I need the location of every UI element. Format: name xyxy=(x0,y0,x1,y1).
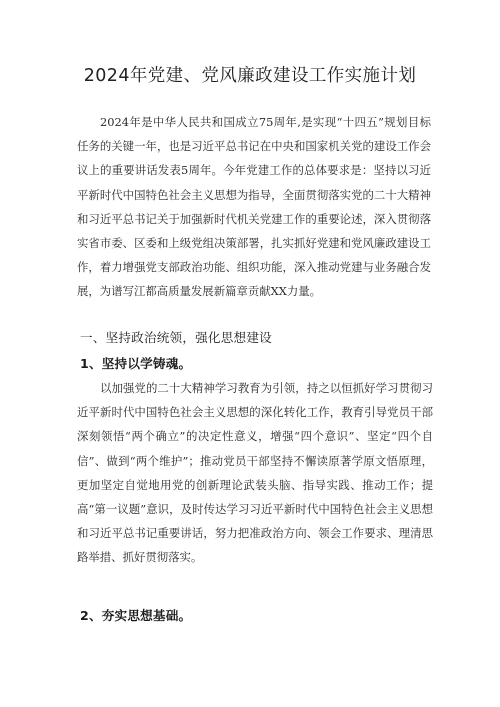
section-heading-1: 一、坚持政治统领，强化思想建设 xyxy=(80,330,272,345)
intro-paragraph: 2024年是中华人民共和国成立75周年,是实现“十四五”规划目标任务的关键一年，也是习近平总书记在中央和国家机关党的建设工作会议上的重要讲话发表5周年。今年党建工作的总体要求是：坚持以习近平新时代中国特色社会主义思想为指导，全面贯彻落实党的二十大精神和习近平总书记关于加强新时代机关党建工作的重要论述，深入贯彻落实省市委、区委和上级党组决策部署，扎实抓好党建和党风廉政建设工作，着力增强党支部政治功能、组织功能，深入推动党建与业务融合发展，为谱写江都高质量发展新篇章贡献XX力量。 xyxy=(77,115,431,299)
subsection-heading-1: 1、坚持以学铸魂。 xyxy=(80,356,192,371)
subsection-heading-2: 2、夯实思想基础。 xyxy=(80,608,192,623)
document-title: 2024年党建、党风廉政建设工作实施计划 xyxy=(83,66,417,86)
subsection-1-paragraph: 以加强党的二十大精神学习教育为引领，持之以恒抓好学习贯彻习近平新时代中国特色社会主义思想的深化转化工作，教育引导党员干部深刻领悟“两个确立”的决定性意义，增强“四个意识”、坚定“四个自信”、做到“两个维护”；推动党员干部坚持不懈读原著学原文悟原理，更加坚定自觉地用党的创新理论武装头脑、指导实践、推动工作；提高“第一议题”意识，及时传达学习习近平新时代中国特色社会主义思想和习近平总书记重要讲话，努力把准政治方向、领会工作要求、理清思路举措、抓好贯彻落实。 xyxy=(77,381,433,565)
